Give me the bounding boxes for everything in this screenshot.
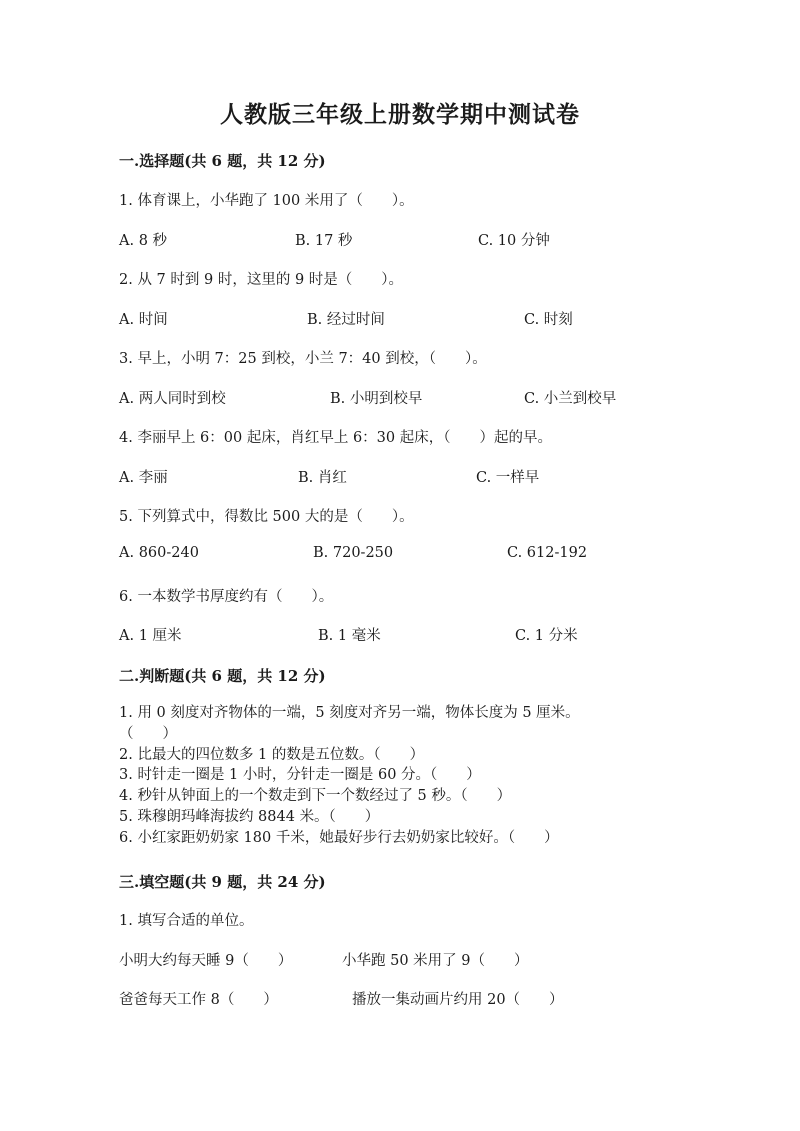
question-text: 1. 填写合适的单位。: [119, 913, 254, 929]
option-c: C. 1 分米: [515, 628, 578, 644]
judge-item-continued: （ ）: [119, 726, 177, 742]
judge-item: 4. 秒针从钟面上的一个数走到下一个数经过了 5 秒。（ ）: [119, 788, 512, 804]
question-text: 3. 早上，小明 7：25 到校，小兰 7：40 到校，（ ）。: [119, 351, 487, 367]
option-a: A. 两人同时到校: [119, 391, 226, 407]
option-b: B. 小明到校早: [330, 391, 423, 407]
judge-item: 5. 珠穆朗玛峰海拔约 8844 米。（ ）: [119, 809, 380, 825]
option-a: A. 860-240: [119, 545, 199, 561]
section-heading-judge: 二.判断题(共 6 题，共 12 分): [119, 667, 326, 685]
option-b: B. 720-250: [313, 545, 394, 561]
fill-item: 小华跑 50 米用了 9（ ）: [342, 953, 529, 969]
judge-item: 6. 小红家距奶奶家 180 千米，她最好步行去奶奶家比较好。（ ）: [119, 830, 559, 846]
option-a: A. 1 厘米: [119, 628, 182, 644]
option-b: B. 经过时间: [307, 312, 385, 328]
option-a: A. 李丽: [119, 470, 168, 486]
question-text: 1. 体育课上，小华跑了 100 米用了（ ）。: [119, 193, 414, 209]
option-c: C. 一样早: [476, 470, 540, 486]
option-b: B. 肖红: [298, 470, 347, 486]
fill-item: 播放一集动画片约用 20（ ）: [352, 992, 564, 1008]
section-heading-choice: 一.选择题(共 6 题，共 12 分): [119, 152, 326, 170]
option-c: C. 时刻: [524, 312, 573, 328]
fill-item: 小明大约每天睡 9（ ）: [119, 953, 293, 969]
option-a: A. 时间: [119, 312, 168, 328]
option-b: B. 17 秒: [295, 233, 353, 249]
question-text: 2. 从 7 时到 9 时，这里的 9 时是（ ）。: [119, 272, 404, 288]
section-heading-fill: 三.填空题(共 9 题，共 24 分): [119, 873, 326, 891]
question-text: 5. 下列算式中，得数比 500 大的是（ ）。: [119, 509, 414, 525]
option-c: C. 小兰到校早: [524, 391, 617, 407]
fill-item: 爸爸每天工作 8（ ）: [119, 992, 278, 1008]
option-c: C. 612-192: [507, 545, 588, 561]
question-text: 6. 一本数学书厚度约有（ ）。: [119, 589, 334, 605]
judge-item: 1. 用 0 刻度对齐物体的一端，5 刻度对齐另一端，物体长度为 5 厘米。: [119, 705, 580, 721]
option-b: B. 1 毫米: [318, 628, 381, 644]
question-text: 4. 李丽早上 6：00 起床，肖红早上 6：30 起床，（ ）起的早。: [119, 430, 552, 446]
option-a: A. 8 秒: [119, 233, 168, 249]
option-c: C. 10 分钟: [478, 233, 550, 249]
judge-item: 3. 时针走一圈是 1 小时，分针走一圈是 60 分。（ ）: [119, 767, 481, 783]
page-title: 人教版三年级上册数学期中测试卷: [220, 101, 580, 128]
judge-item: 2. 比最大的四位数多 1 的数是五位数。（ ）: [119, 747, 425, 763]
